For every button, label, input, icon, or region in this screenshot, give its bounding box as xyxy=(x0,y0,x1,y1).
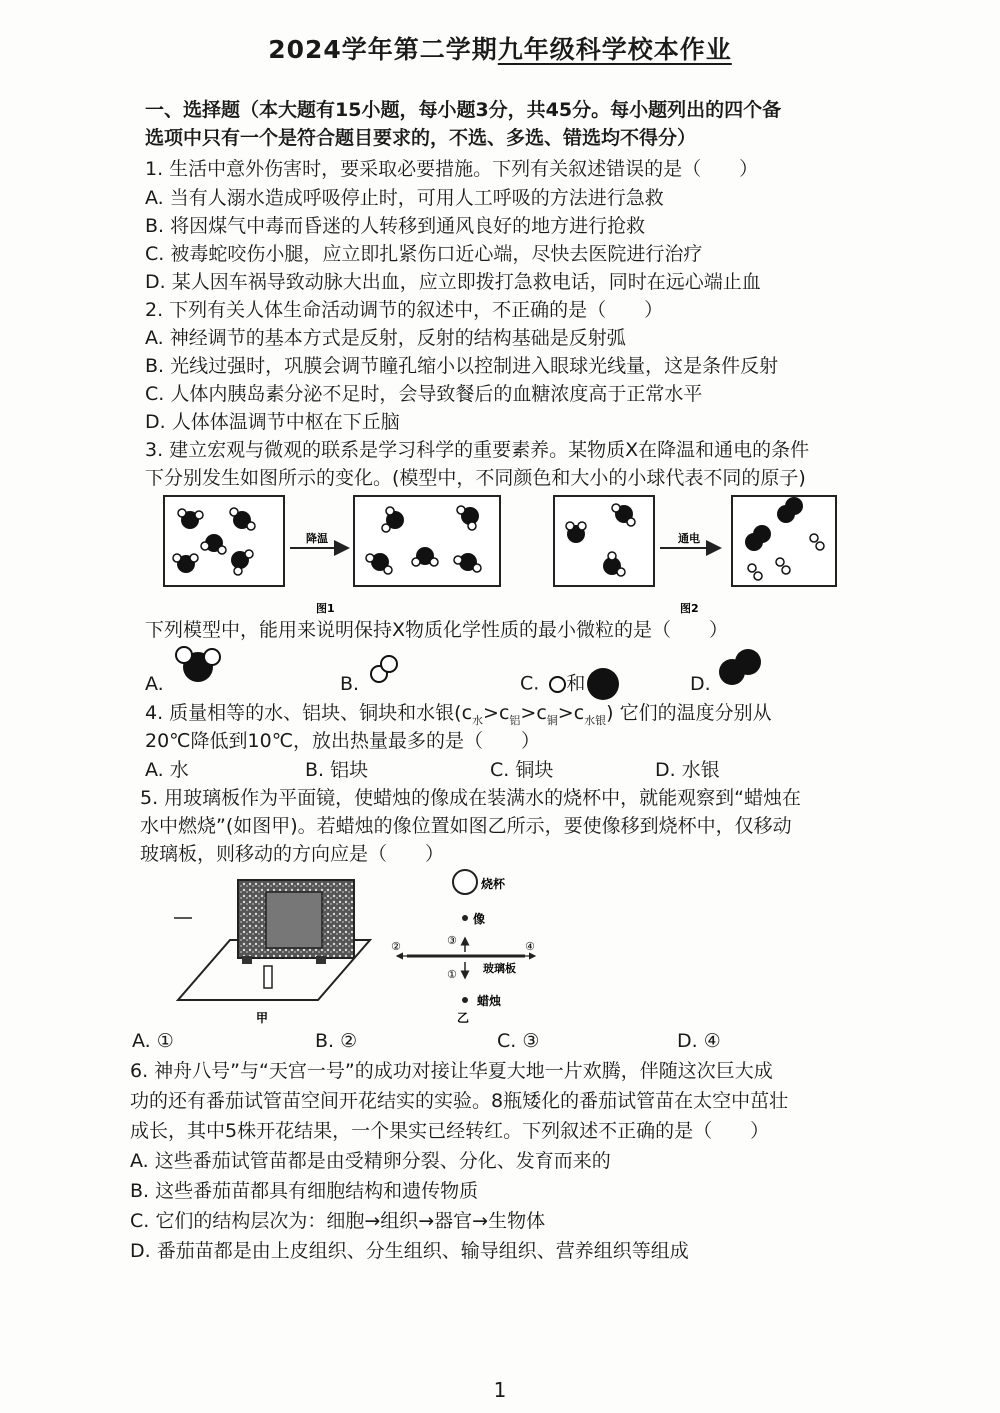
q3-stem-line1: 3. 建立宏观与微观的联系是学习科学的重要素养。某物质X在降温和通电的条件 xyxy=(145,439,810,461)
q3-molecule-figure xyxy=(150,490,850,620)
q4-option-c: C. 铜块 xyxy=(490,759,554,781)
jia-caption: 甲 xyxy=(256,1011,269,1025)
q6-option-a: A. 这些番茄试管苗都是由受精卵分裂、分化、发育而来的 xyxy=(130,1150,611,1172)
q5-option-b: B. ② xyxy=(315,1030,358,1052)
yi-image-dot xyxy=(462,915,468,921)
fig1-caption: 图1 xyxy=(316,602,335,615)
q3-option-d-model xyxy=(712,646,768,690)
q5-option-a: A. ① xyxy=(132,1030,174,1052)
q3-option-a-label: A. xyxy=(145,673,164,695)
q3-stem-line2: 下分别发生如图所示的变化。(模型中，不同颜色和大小的小球代表不同的原子) xyxy=(145,467,806,489)
q2-option-a: A. 神经调节的基本方式是反射，反射的结构基础是反射弧 xyxy=(145,327,626,349)
yi-number-1: ① xyxy=(447,968,457,981)
q2-stem: 2. 下列有关人体生命活动调节的叙述中，不正确的是（ ） xyxy=(145,299,664,321)
q1-option-d: D. 某人因车祸导致动脉大出血，应立即拨打急救电话，同时在远心端止血 xyxy=(145,271,761,293)
q5-option-d: D. ④ xyxy=(677,1030,721,1052)
yi-beaker-circle xyxy=(453,870,477,894)
yi-candle-label: 蜡烛 xyxy=(477,994,502,1008)
page-title xyxy=(0,30,1000,66)
section-header-line2: 选项中只有一个是符合题目要求的，不选、多选、错选均不得分） xyxy=(145,127,697,149)
section-header-line1: 一、选择题（本大题有15小题，每小题3分，共45分。每小题列出的四个备 xyxy=(145,99,782,121)
yi-beaker-label: 烧杯 xyxy=(481,877,506,891)
yi-number-3: ③ xyxy=(447,934,457,947)
q4-stem-post: ) 它们的温度分别从 xyxy=(606,702,772,724)
q1-option-b: B. 将因煤气中毒而昏迷的人转移到通风良好的地方进行抢救 xyxy=(145,215,646,237)
q1-option-a: A. 当有人溺水造成呼吸停止时，可用人工呼吸的方法进行急救 xyxy=(145,187,664,209)
q4-option-a: A. 水 xyxy=(145,759,189,781)
q4-sub-mercury: 水银 xyxy=(584,713,607,727)
yi-caption: 乙 xyxy=(457,1011,470,1025)
q3-question: 下列模型中，能用来说明保持X物质化学性质的最小微粒的是（ ） xyxy=(145,619,729,641)
q3-option-c-letter: C. xyxy=(520,672,540,695)
jia-beaker xyxy=(266,892,322,948)
q6-option-d: D. 番茄苗都是由上皮组织、分生组织、输导组织、营养组织等组成 xyxy=(130,1240,689,1262)
page-number: 1 xyxy=(493,1378,507,1402)
fig2-box-before xyxy=(554,496,654,586)
title-underlined: 九年级科学校本作业 xyxy=(497,35,732,64)
q3-option-c-and: 和 xyxy=(566,672,586,695)
q2-option-b: B. 光线过强时，巩膜会调节瞳孔缩小以控制进入眼球光线量，这是条件反射 xyxy=(145,355,779,377)
q3-option-b-model xyxy=(366,652,406,688)
q6-option-c: C. 它们的结构层次为：细胞→组织→器官→生物体 xyxy=(130,1210,546,1232)
q4-gt-2: >c xyxy=(520,702,547,724)
q6-option-b: B. 这些番茄苗都具有细胞结构和遗传物质 xyxy=(130,1180,479,1202)
q5-stem-line2: 水中燃烧”(如图甲)。若蜡烛的像位置如图乙所示，要使像移到烧杯中，仅移动 xyxy=(140,815,792,837)
q5-stem-line1: 5. 用玻璃板作为平面镜，使蜡烛的像成在装满水的烧杯中，就能观察到“蜡烛在 xyxy=(140,787,802,809)
title-prefix: 2024学年第二学期 xyxy=(268,35,498,64)
q4-stem-line2: 20℃降低到10℃，放出热量最多的是（ ） xyxy=(145,730,541,752)
jia-support-left xyxy=(242,956,252,964)
yi-glass-label: 玻璃板 xyxy=(483,962,516,975)
jia-candle xyxy=(264,966,272,988)
q4-gt-1: >c xyxy=(483,702,510,724)
q4-option-d: D. 水银 xyxy=(655,759,720,781)
q4-option-b: B. 铝块 xyxy=(305,759,369,781)
q5-figure-jia xyxy=(170,870,410,1025)
q3-option-a-model xyxy=(168,645,228,689)
q4-stem-pre: 4. 质量相等的水、铝块、铜块和水银(c xyxy=(145,702,473,724)
q5-figure-yi xyxy=(385,866,555,1026)
oxygen-atom-model xyxy=(587,668,619,700)
q2-option-d: D. 人体体温调节中枢在下丘脑 xyxy=(145,411,400,433)
q5-stem-line3: 玻璃板，则移动的方向应是（ ） xyxy=(140,843,445,865)
hydrogen-atom-model xyxy=(549,676,566,693)
yi-candle-dot xyxy=(462,997,468,1003)
q3-option-c-label xyxy=(520,668,619,700)
fig2-arrow-label: 通电 xyxy=(678,532,700,545)
q3-option-d-label: D. xyxy=(690,673,711,695)
q4-gt-3: >c xyxy=(557,702,585,724)
q4-sub-copper: 铜 xyxy=(546,713,558,727)
fig2-caption: 图2 xyxy=(680,602,699,615)
q5-option-c: C. ③ xyxy=(497,1030,540,1052)
q4-sub-aluminum: 铝 xyxy=(509,713,521,727)
yi-number-2: ② xyxy=(391,940,401,953)
yi-image-label: 像 xyxy=(473,912,486,926)
jia-support-right xyxy=(316,956,326,964)
q1-stem: 1. 生活中意外伤害时，要采取必要措施。下列有关叙述错误的是（ ） xyxy=(145,158,759,180)
fig1-arrow-label: 降温 xyxy=(306,532,328,545)
q3-option-b-label: B. xyxy=(340,673,360,695)
q2-option-c: C. 人体内胰岛素分泌不足时，会导致餐后的血糖浓度高于正常水平 xyxy=(145,383,703,405)
yi-number-4: ④ xyxy=(525,940,535,953)
q6-stem-line3: 成长，其中5株开花结果，一个果实已经转红。下列叙述不正确的是（ ） xyxy=(130,1120,770,1142)
q4-sub-water: 水 xyxy=(472,713,484,727)
q6-stem-line2: 功的还有番茄试管苗空间开花结实的实验。8瓶矮化的番茄试管苗在太空中茁壮 xyxy=(130,1090,789,1112)
q6-stem-line1: 6. 神舟八号”与“天宫一号”的成功对接让华夏大地一片欢腾，伴随这次巨大成 xyxy=(130,1060,773,1082)
q1-option-c: C. 被毒蛇咬伤小腿，应立即扎紧伤口近心端，尽快去医院进行治疗 xyxy=(145,243,703,265)
